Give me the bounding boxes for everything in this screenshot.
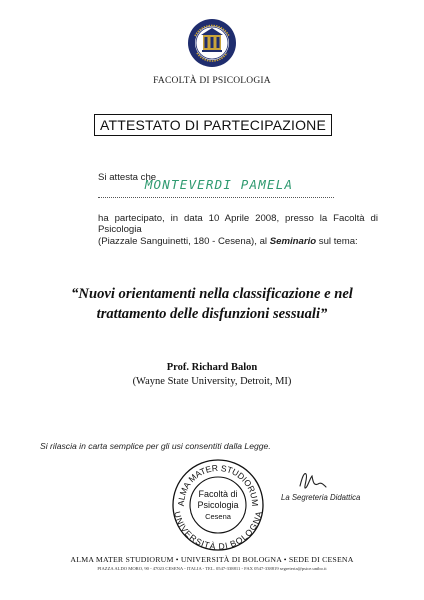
name-dotted-line [98, 196, 334, 198]
location-prefix: (Piazzale Sanguinetti, 180 - Cesena), al [98, 236, 270, 247]
seminar-title [40, 284, 384, 324]
stamp-line-3: Cesena [205, 512, 231, 521]
participant-name: MONTEVERDI PAMELA [144, 177, 294, 192]
footer-institution: ALMA MATER STUDIORUM • UNIVERSITÀ DI BOLOGNA • SEDE DI CESENA [70, 555, 354, 564]
stamp-line-1: Facoltà di [198, 489, 238, 499]
participation-text: ha partecipato, in data 10 Aprile 2008, presso la Facoltà di Psicologia [98, 213, 378, 235]
legal-note: Si rilascia in carta semplice per gli usi consentiti dalla Legge. [40, 441, 271, 451]
speaker-name: Prof. Richard Balon [166, 362, 258, 373]
stamp-line-2: Psicologia [197, 500, 239, 510]
location-suffix: sul tema: [316, 236, 358, 247]
attesta-text: Si attesta che [98, 172, 157, 183]
location-text [98, 236, 358, 247]
seminar-title-line-1: “Nuovi orientamenti nella classificazione e nel [71, 286, 353, 302]
stamp-outer-bottom: UNIVERSITÀ DI BOLOGNA [172, 510, 264, 552]
seminar-word: Seminario [269, 236, 317, 247]
signature-label: La Segreteria Didattica [281, 493, 361, 502]
seminar-title-line-2: trattamento delle disfunzioni sessuali” [96, 306, 328, 322]
university-seal-icon [187, 18, 237, 68]
certificate-title: ATTESTATO DI PARTECIPAZIONE [94, 114, 332, 136]
stamp-outer-top: ALMA MATER STUDIORUM [175, 462, 261, 507]
faculty-stamp [170, 457, 266, 553]
handwritten-signature-icon [296, 468, 330, 492]
faculty-heading: FACOLTÀ DI PSICOLOGIA [153, 76, 271, 86]
footer-address: PIAZZA ALDO MORO, 90 - 47023 CESENA - ITALIA - TEL. 0547-338811 - FAX 0547-338819 segreteria@psice.unibo.it [97, 566, 327, 571]
speaker-institution: (Wayne State University, Detroit, MI) [132, 376, 292, 387]
